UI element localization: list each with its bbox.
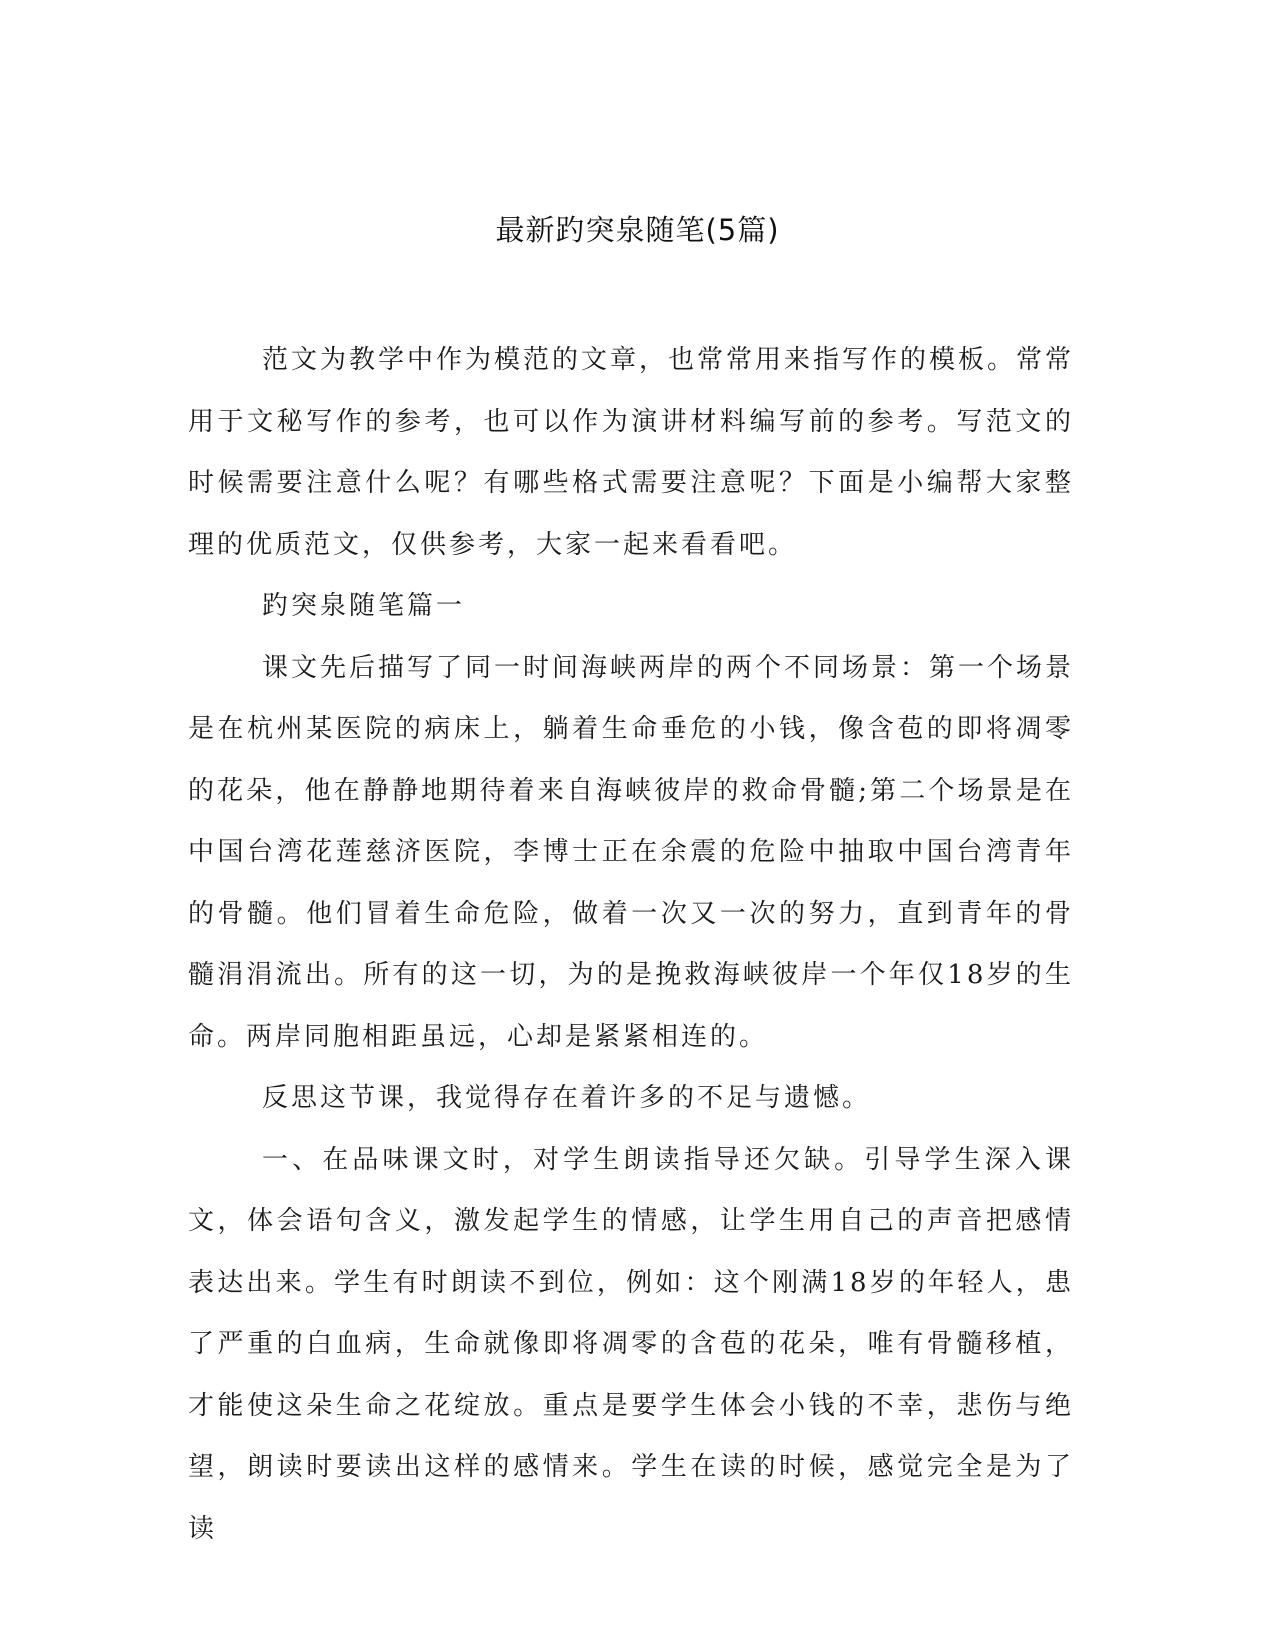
- body-paragraph: 反思这节课，我觉得存在着许多的不足与遗憾。: [262, 1083, 872, 1113]
- section-heading: 趵突泉随笔篇一: [262, 591, 466, 621]
- intro-paragraph: 范文为教学中作为模范的文章，也常常用来指写作的模板。常常用于文秘写作的参考，也可以作为演讲材料编写前的参考。写范文的时候需要注意什么呢？有哪些格式需要注意呢？下面是小编帮大家整理的优质范文，仅供参考，大家一起来看看吧。: [188, 345, 1075, 560]
- body-paragraph: 一、在品味课文时，对学生朗读指导还欠缺。引导学生深入课文，体会语句含义，激发起学生的情感，让学生用自己的声音把感情表达出来。学生有时朗读不到位，例如：这个刚满18岁的年轻人，患了严重的白血病，生命就像即将凋零的含苞的花朵，唯有骨髓移植，才能使这朵生命之花绽放。重点是要学生体会小钱的不幸，悲伤与绝望，朗读时要读出这样的感情来。学生在读的时候，感觉完全是为了读: [188, 1144, 1074, 1544]
- document-body: [188, 330, 1074, 1560]
- body-paragraph: 课文先后描写了同一时间海峡两岸的两个不同场景：第一个场景是在杭州某医院的病床上，躺着生命垂危的小钱，像含苞的即将凋零的花朵，他在静静地期待着来自海峡彼岸的救命骨髓;第二个场景是在中国台湾花莲慈济医院，李博士正在余震的危险中抽取中国台湾青年的骨髓。他们冒着生命危险，做着一次又一次的努力，直到青年的骨髓涓涓流出。所有的这一切，为的是挽救海峡彼岸一个年仅18岁的生命。两岸同胞相距虽远，心却是紧紧相连的。: [188, 652, 1075, 1052]
- document-title: 最新趵突泉随笔(5篇): [495, 213, 780, 247]
